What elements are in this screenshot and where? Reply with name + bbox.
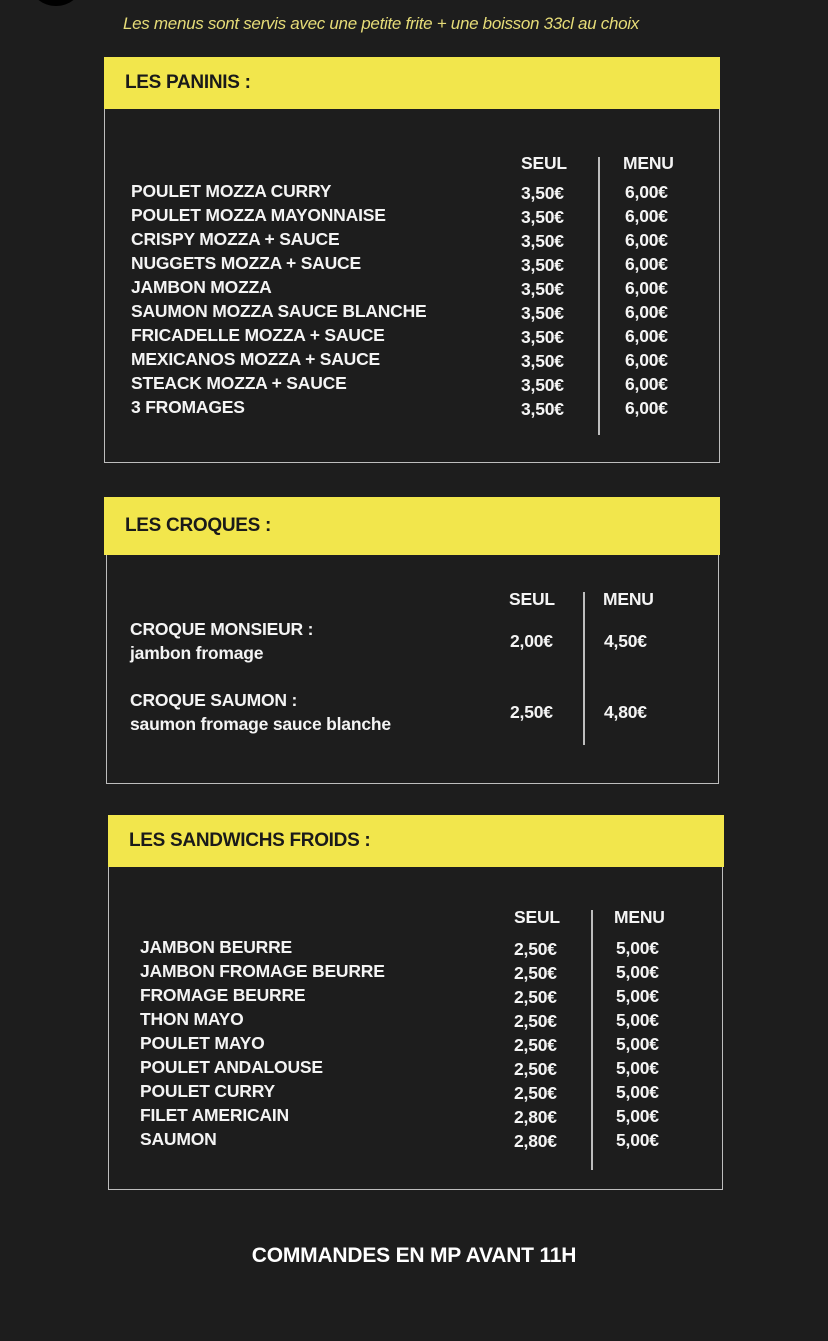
item-price-menu: 6,00€ bbox=[625, 302, 668, 322]
item-price-seul: 3,50€ bbox=[521, 303, 564, 323]
item-description: saumon fromage sauce blanche bbox=[130, 714, 391, 734]
item-name: CROQUE MONSIEUR : bbox=[130, 619, 314, 639]
item-name: NUGGETS MOZZA + SAUCE bbox=[131, 253, 361, 273]
item-price-menu: 6,00€ bbox=[625, 398, 668, 418]
item-price-seul: 2,50€ bbox=[514, 963, 557, 983]
item-price-menu: 6,00€ bbox=[625, 326, 668, 346]
item-price-menu: 5,00€ bbox=[616, 938, 659, 958]
item-price-menu: 5,00€ bbox=[616, 1130, 659, 1150]
item-price-seul: 3,50€ bbox=[521, 255, 564, 275]
item-price-menu: 5,00€ bbox=[616, 1034, 659, 1054]
item-name: SAUMON MOZZA SAUCE BLANCHE bbox=[131, 301, 427, 321]
item-price-seul: 2,80€ bbox=[514, 1131, 557, 1151]
item-price-seul: 2,50€ bbox=[514, 1035, 557, 1055]
item-price-menu: 6,00€ bbox=[625, 254, 668, 274]
section-header-croques bbox=[104, 497, 720, 555]
item-name: CRISPY MOZZA + SAUCE bbox=[131, 229, 340, 249]
item-price-menu: 4,80€ bbox=[604, 702, 647, 722]
item-price-menu: 5,00€ bbox=[616, 962, 659, 982]
item-name: POULET ANDALOUSE bbox=[140, 1057, 323, 1077]
item-price-menu: 4,50€ bbox=[604, 631, 647, 651]
footer-order-note: COMMANDES EN MP AVANT 11H bbox=[251, 1244, 577, 1267]
item-price-menu: 6,00€ bbox=[625, 278, 668, 298]
item-price-menu: 5,00€ bbox=[616, 1082, 659, 1102]
item-price-menu: 6,00€ bbox=[625, 182, 668, 202]
menu-intro-note: Les menus sont servis avec une petite frite + une boisson 33cl au choix bbox=[123, 14, 639, 33]
column-header-seul: SEUL bbox=[509, 589, 555, 609]
column-divider bbox=[598, 157, 600, 435]
item-name: MEXICANOS MOZZA + SAUCE bbox=[131, 349, 381, 369]
item-price-seul: 2,80€ bbox=[514, 1107, 557, 1127]
item-price-menu: 6,00€ bbox=[625, 206, 668, 226]
item-price-seul: 3,50€ bbox=[521, 231, 564, 251]
column-header-seul: SEUL bbox=[521, 153, 567, 173]
column-divider bbox=[583, 592, 585, 745]
item-name: JAMBON FROMAGE BEURRE bbox=[140, 961, 385, 981]
item-price-seul: 3,50€ bbox=[521, 327, 564, 347]
section-header-sandwichs bbox=[108, 815, 724, 867]
item-price-menu: 5,00€ bbox=[616, 1010, 659, 1030]
item-name: FILET AMERICAIN bbox=[140, 1105, 289, 1125]
item-name: POULET MOZZA MAYONNAISE bbox=[131, 205, 386, 225]
item-price-seul: 2,50€ bbox=[514, 1059, 557, 1079]
item-name: 3 FROMAGES bbox=[131, 397, 245, 417]
item-name: CROQUE SAUMON : bbox=[130, 690, 298, 710]
item-price-menu: 5,00€ bbox=[616, 986, 659, 1006]
item-name: SAUMON bbox=[140, 1129, 217, 1149]
item-price-seul: 3,50€ bbox=[521, 207, 564, 227]
item-name: POULET MAYO bbox=[140, 1033, 265, 1053]
column-divider bbox=[591, 910, 593, 1170]
item-price-menu: 5,00€ bbox=[616, 1106, 659, 1126]
item-name: FRICADELLE MOZZA + SAUCE bbox=[131, 325, 385, 345]
item-price-seul: 3,50€ bbox=[521, 399, 564, 419]
item-name: JAMBON MOZZA bbox=[131, 277, 272, 297]
item-name: THON MAYO bbox=[140, 1009, 244, 1029]
item-price-seul: 2,50€ bbox=[514, 987, 557, 1007]
section-header-paninis bbox=[104, 57, 720, 109]
avatar-circle bbox=[30, 0, 82, 6]
item-price-seul: 2,50€ bbox=[510, 702, 553, 722]
column-header-menu: MENU bbox=[623, 153, 674, 173]
item-price-menu: 5,00€ bbox=[616, 1058, 659, 1078]
item-price-seul: 3,50€ bbox=[521, 183, 564, 203]
item-price-seul: 2,50€ bbox=[514, 1011, 557, 1031]
item-price-seul: 2,00€ bbox=[510, 631, 553, 651]
item-price-menu: 6,00€ bbox=[625, 374, 668, 394]
item-description: jambon fromage bbox=[130, 643, 264, 663]
item-price-menu: 6,00€ bbox=[625, 230, 668, 250]
section-title: LES SANDWICHS FROIDS : bbox=[129, 830, 371, 851]
item-name: POULET CURRY bbox=[140, 1081, 276, 1101]
section-title: LES PANINIS : bbox=[125, 72, 251, 93]
item-price-seul: 2,50€ bbox=[514, 939, 557, 959]
column-header-menu: MENU bbox=[603, 589, 654, 609]
item-price-seul: 3,50€ bbox=[521, 375, 564, 395]
section-title: LES CROQUES : bbox=[125, 515, 272, 536]
item-price-seul: 3,50€ bbox=[521, 351, 564, 371]
column-header-menu: MENU bbox=[614, 907, 665, 927]
item-name: JAMBON BEURRE bbox=[140, 937, 292, 957]
item-name: STEACK MOZZA + SAUCE bbox=[131, 373, 347, 393]
item-name: POULET MOZZA CURRY bbox=[131, 181, 332, 201]
item-price-seul: 3,50€ bbox=[521, 279, 564, 299]
item-name: FROMAGE BEURRE bbox=[140, 985, 306, 1005]
item-price-seul: 2,50€ bbox=[514, 1083, 557, 1103]
item-price-menu: 6,00€ bbox=[625, 350, 668, 370]
column-header-seul: SEUL bbox=[514, 907, 560, 927]
